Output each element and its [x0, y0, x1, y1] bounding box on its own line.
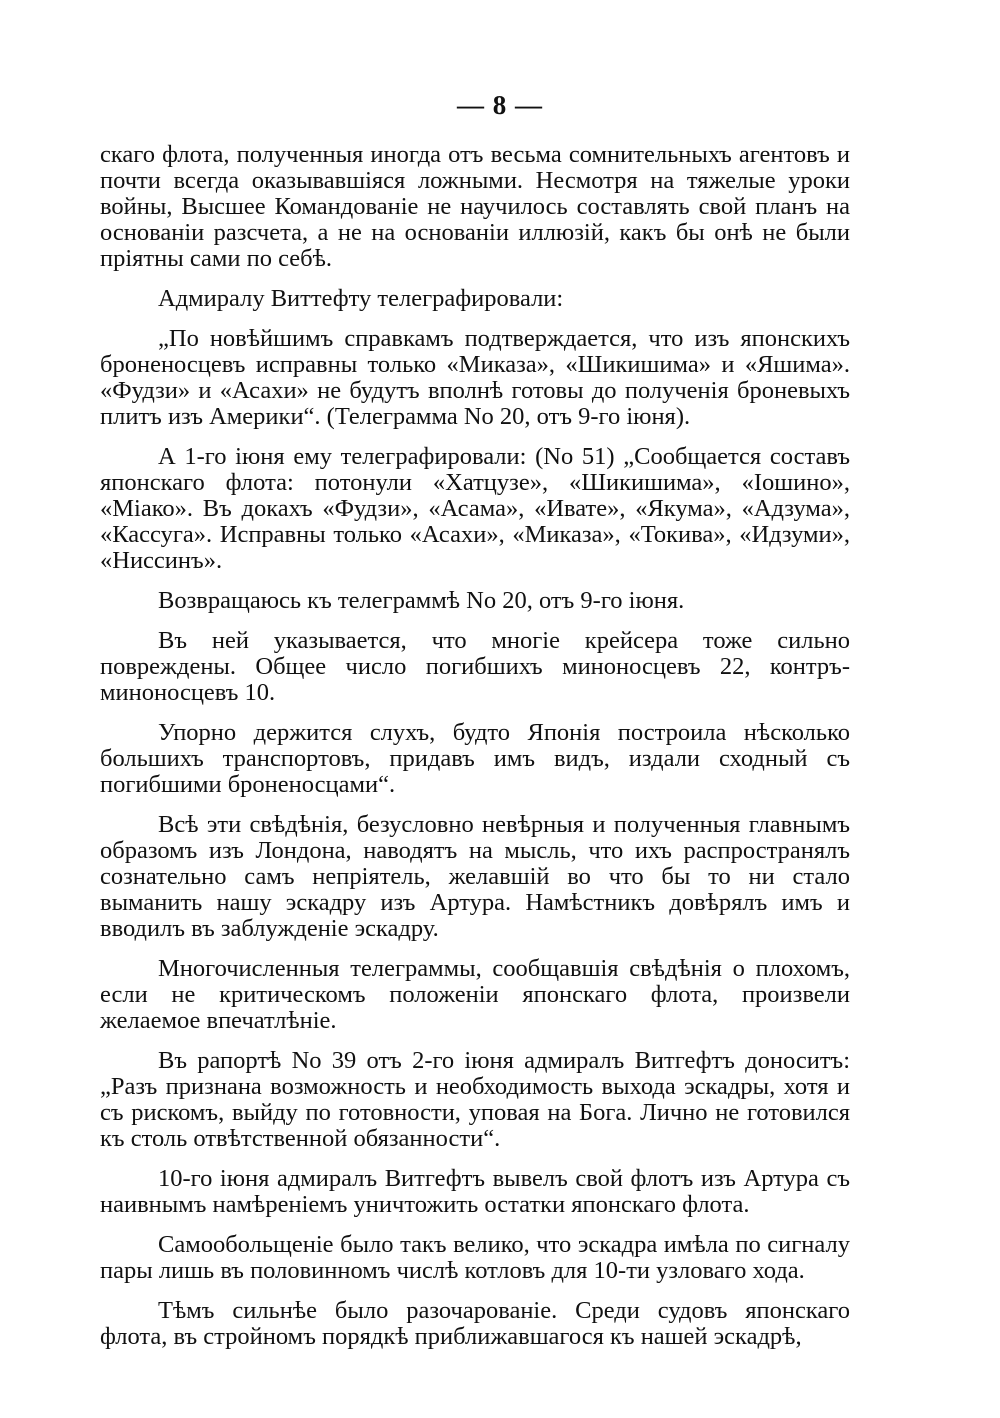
paragraph-telegram-intro: Адмиралу Виттефту телеграфировали:	[158, 285, 564, 312]
page-number: — 8 —	[457, 90, 543, 120]
paragraph-return-to-telegram: Возвращаюсь къ телеграммѣ No 20, отъ 9-го іюня.	[158, 587, 685, 614]
paragraph-telegram-20: „По новѣйшимъ справкамъ подтверждается, что изъ японскихъ броненосцевъ исправны только «Миказа», «Шикишима» и «Яшима». «Фудзи» и «Асахи» не будутъ вполнѣ готовы до полученія броневыхъ плитъ изъ Америки“. (Телеграмма No 20, отъ 9-го іюня).	[100, 325, 850, 430]
paragraph-disappointment: Тѣмъ сильнѣе было разочарованіе. Среди судовъ японскаго флота, въ стройномъ порядкѣ приближавшагося къ нашей эскадрѣ,	[100, 1297, 850, 1350]
paragraph-telegram-51: А 1-го іюня ему телеграфировали: (No 51) „Сообщается составъ японскаго флота: потонули «Хатцузе», «Шикишима», «Іошино», «Міако». Въ докахъ «Фудзи», «Асама», «Ивате», «Якума», «Адзума», «Кассуга». Исправны только «Асахи», «Миказа», «Токива», «Идзуми», «Ниссинъ».	[100, 443, 850, 574]
paragraph-fleet-departure: 10-го іюня адмиралъ Витгефтъ вывелъ свой флотъ изъ Артура съ наивнымъ намѣреніемъ уничтожить остатки японскаго флота.	[100, 1165, 850, 1218]
body-text	[100, 142, 850, 1350]
paragraph-continuation: скаго флота, полученныя иногда отъ весьма сомнительныхъ агентовъ и почти всегда оказывавшіяся ложными. Несмотря на тяжелые уроки войны, Высшее Командованіе не научилось составлять свой планъ на основаніи разсчета, а не на основаніи иллюзій, какъ бы онѣ не были пріятны сами по себѣ.	[100, 141, 850, 272]
paragraph-report-39: Въ рапортѣ No 39 отъ 2-го іюня адмиралъ Витгефтъ доноситъ: „Разъ признана возможность и необходимость выхода эскадры, хотя и съ рискомъ, выйду по готовности, уповая на Бога. Лично не готовился къ столь отвѣтственной обязанности“.	[100, 1047, 850, 1152]
paragraph-self-delusion: Самообольщеніе было такъ велико, что эскадра имѣла по сигналу пары лишь въ половинномъ числѣ котловъ для 10-ти узловаго хода.	[100, 1231, 850, 1284]
paragraph-impression: Многочисленныя телеграммы, сообщавшія свѣдѣнія о плохомъ, если не критическомъ положеніи японскаго флота, произвели желаемое впечатлѣніе.	[100, 955, 850, 1034]
paragraph-false-information: Всѣ эти свѣдѣнія, безусловно невѣрныя и полученныя главнымъ образомъ изъ Лондона, наводятъ на мысль, что ихъ распространялъ сознательно самъ непріятель, желавшій во что бы то ни стало выманить нашу эскадру изъ Артура. Намѣстникъ довѣрялъ имъ и вводилъ въ заблужденіе эскадру.	[100, 811, 850, 942]
paragraph-cruisers-damaged: Въ ней указывается, что многіе крейсера тоже сильно повреждены. Общее число погибшихъ миноносцевъ 22, контръ-миноносцевъ 10.	[100, 627, 850, 706]
paragraph-rumor-transports: Упорно держится слухъ, будто Японія построила нѣсколько большихъ транспортовъ, придавъ имъ видъ, издали сходный съ погибшими броненосцами“.	[100, 719, 850, 798]
